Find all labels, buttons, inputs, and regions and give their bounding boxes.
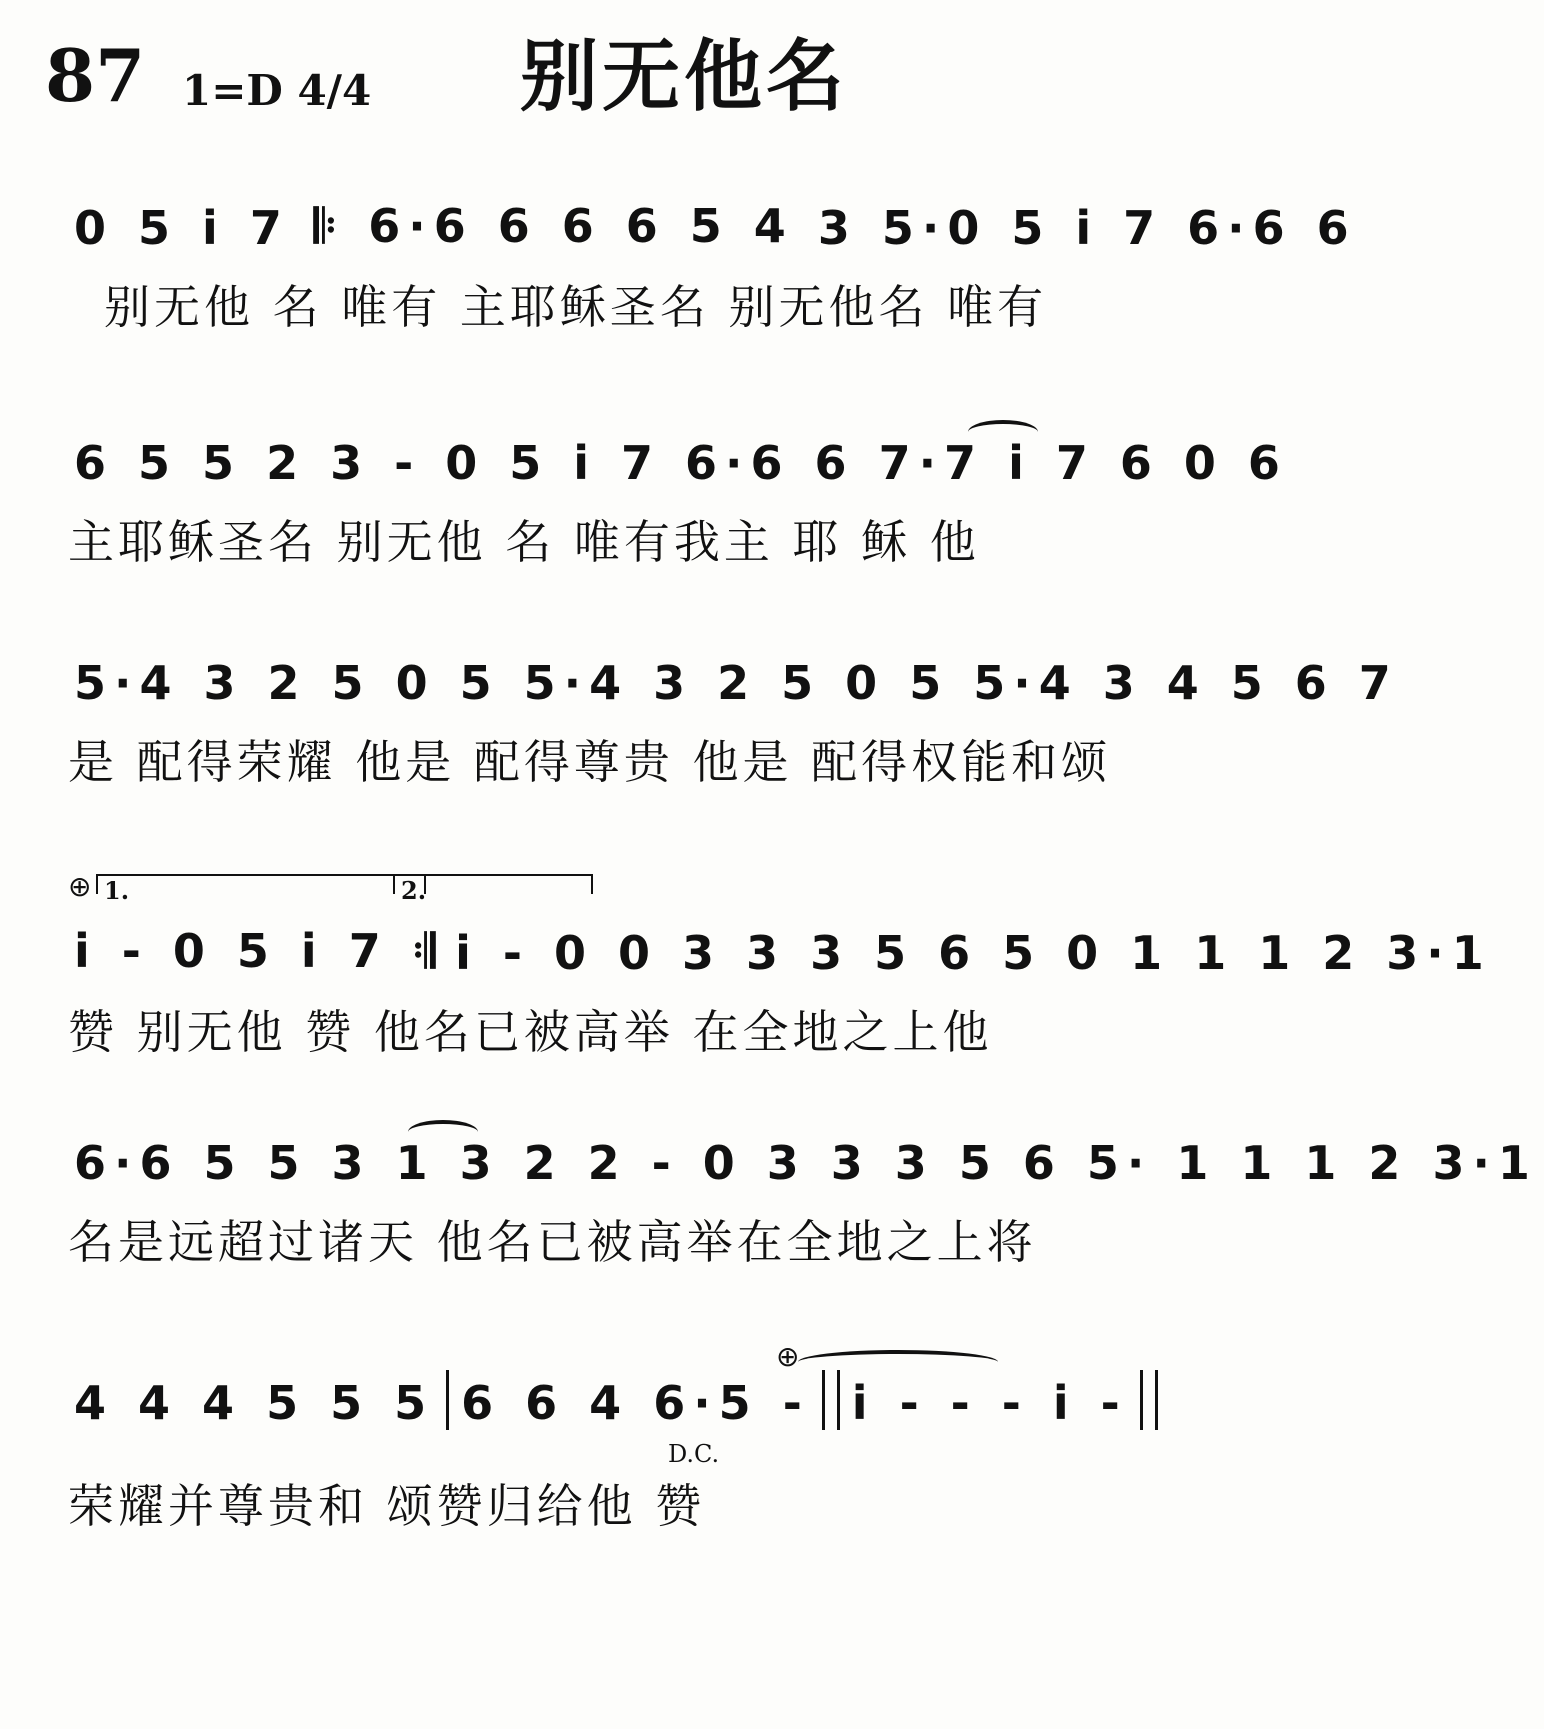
measure: 6·6 5 5 3 1 [74, 1136, 436, 1190]
score-row-2 [68, 420, 1288, 572]
measure: 6·6 6 7·7 [685, 436, 985, 490]
notation-line [68, 910, 1492, 980]
measure: 3 5·0 5 i 7 [817, 201, 1164, 255]
measure: 3 2 2 - 0 3 [459, 1136, 807, 1190]
score-row-6 [68, 1340, 1268, 1536]
barline [446, 1370, 449, 1430]
measure: 1 1 1 2 3·1 [1130, 926, 1492, 980]
measure: i - 0 5 i 7 𝄇 [74, 924, 444, 978]
score-row-5 [68, 1120, 1538, 1272]
second-ending-bracket: 2. [393, 874, 593, 894]
lyrics-line: 别无他 名 唯有 主耶稣圣名 别无他名 唯有 [104, 280, 1048, 334]
hymn-number: 87 [45, 33, 146, 118]
lyrics-line: 名是远超过诸天 他名已被高举在全地之上将 [68, 1215, 1037, 1269]
barline [837, 1370, 840, 1430]
measure: i - 0 0 3 [455, 926, 723, 980]
lyrics-line: 是 配得荣耀 他是 配得尊贵 他是 配得权能和颂 [68, 735, 1112, 789]
measure: 6 5 5 2 [74, 436, 307, 490]
measure: 𝄆 6·6 6 6 6 5 4 [313, 199, 794, 253]
measure: 3 - 0 5 i 7 [330, 436, 662, 490]
measure: 1 1 1 2 3·1 [1176, 1136, 1538, 1190]
measure: 5·4 3 4 5 6 7 [973, 656, 1399, 710]
coda-sign-icon: ⊕ [68, 870, 92, 903]
lyrics-line: 荣耀并尊贵和 颂赞归给他 赞 [68, 1479, 706, 1533]
measure: 5·4 3 2 5 0 5 [74, 656, 500, 710]
score-row-4 [68, 870, 1492, 1062]
lyrics-line: 主耶稣圣名 别无他 名 唯有我主 耶 稣 他 [68, 515, 980, 569]
barline [1155, 1370, 1158, 1430]
measure: 6·6 6 [1187, 201, 1357, 255]
score-row-3 [68, 640, 1399, 792]
measure: 3 3 5 6 5 0 [746, 926, 1107, 980]
notation-line [68, 640, 1399, 710]
measure: 4 4 4 5 5 5 [74, 1376, 435, 1430]
barline [1140, 1370, 1143, 1430]
measure: 3 3 5 6 5· [830, 1136, 1153, 1190]
key-signature: 1=D 4/4 [182, 66, 372, 115]
measure: 5·4 3 2 5 0 5 [523, 656, 950, 710]
measure: 6 6 4 6·5 - [461, 1376, 810, 1430]
barline [822, 1370, 825, 1430]
measure: 0 5 i 7 [74, 201, 290, 255]
coda-sign-icon: ⊕ [776, 1340, 800, 1373]
score-row-1 [68, 185, 1357, 337]
lyrics-line: 赞 别无他 赞 他名已被高举 在全地之上他 [68, 1005, 993, 1059]
first-ending-bracket: 1. [96, 874, 426, 894]
notation-line [68, 185, 1357, 255]
dc-marking: D.C. [668, 1440, 720, 1468]
score-header [0, 0, 1300, 140]
notation-line [68, 1360, 1268, 1430]
notation-line [68, 1120, 1538, 1190]
song-title: 别无他名 [520, 32, 849, 122]
measure: i 7 6 0 6 [1008, 436, 1288, 490]
notation-line [68, 420, 1288, 490]
measure: i - - - i - [851, 1376, 1128, 1430]
